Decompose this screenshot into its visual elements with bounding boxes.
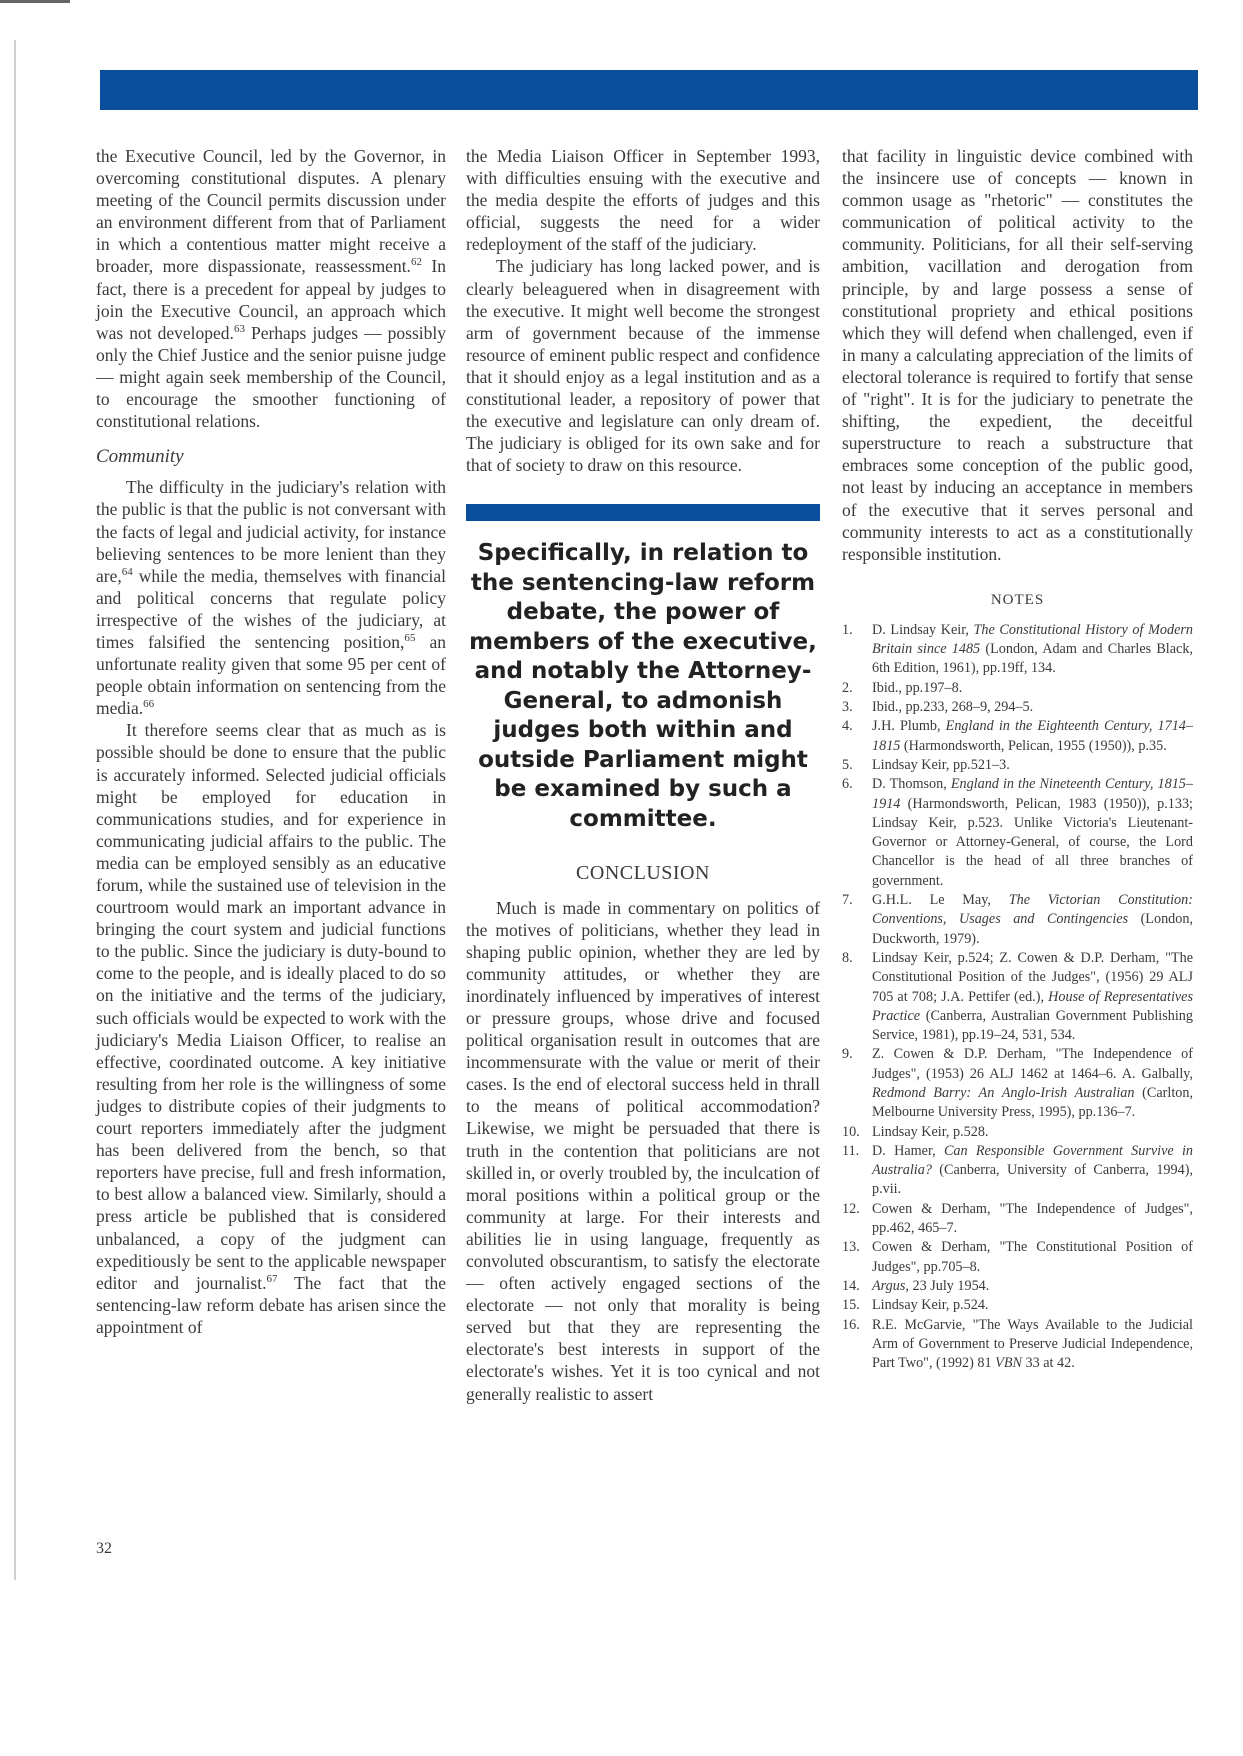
note-item: 5. Lindsay Keir, pp.521–3. (842, 756, 1010, 773)
header-banner (100, 70, 1198, 110)
footnote-ref[interactable]: 67 (266, 1272, 278, 1285)
note-item: 6. D. Thomson, England in the Nineteenth Century, 1815–1914 (Harmondsworth, Pelican, 1983 (1950)), p.133; Lindsay Keir, p.523. Unlike Victoria's Lieutenant-Governor or Attorney-General, of course, the Lord Chancellor is the head of all three branches of government. (842, 776, 1193, 889)
note-item: 13. Cowen & Derham, "The Constitutional Position of Judges", pp.705–8. (842, 1239, 1193, 1275)
notes-heading: NOTES (990, 591, 1045, 608)
scan-artifact (0, 0, 70, 3)
note-item: 1. D. Lindsay Keir, The Constitutional History of Modern Britain since 1485 (London, Adam and Charles Black, 6th Edition, 1961), pp.19ff, 134. (842, 621, 1193, 677)
footnote-ref[interactable]: 65 (404, 632, 416, 645)
footnote-ref[interactable]: 66 (143, 698, 155, 711)
paragraph: that facility in linguistic device combined with the insincere use of concepts — known in common usage as "rhetoric" — constitutes the communication of political activity to the community. Politicians, for all their self-serving ambition, vacillation and derogation from principle, by and large possess a sense of constitutional propriety and ethical positions which they will defend when challenged, even if in many a calculating appreciation of the limits of electoral tolerance is required to fortify that sense of "right". It is for the judiciary to penetrate the shifting, the expedient, the deceitful superstructure to reach a substructure that embraces some conception of the public good, not least by inducing an acceptance in members of the executive that it serves personal and community interests to act as a constitutionally responsible institution. (842, 146, 1193, 564)
note-item: 4. J.H. Plumb, England in the Eighteenth Century, 1714–1815 (Harmondsworth, Pelican, 1955 (1950)), p.35. (842, 718, 1193, 754)
note-item: 12. Cowen & Derham, "The Independence of Judges", pp.462, 465–7. (842, 1200, 1193, 1237)
footnote-ref[interactable]: 62 (410, 256, 422, 269)
page-number: 32 (96, 1540, 112, 1557)
paragraph: The difficulty in the judiciary's relation with the public is that the public is not conversant with the facts of legal and judicial activity, for instance believing sentences to be more lenient than they are,$^{64}$ while the media, themselves with financial and political concerns that regulate policy irrespective of the wishes of the judiciary, at times falsified the sentencing position,$^{65}$ an unfortunate reality given that some 95 per cent of people obtain information on sentencing from the media.$^{66}$ (96, 477, 446, 719)
column-3 (842, 145, 1193, 1373)
footnote-ref[interactable]: 64 (121, 565, 133, 578)
note-item: 14. Argus, 23 July 1954. (842, 1277, 990, 1294)
note-item: 8. Lindsay Keir, p.524; Z. Cowen & D.P. Derham, "The Constitutional Position of the Judges", (1956) 29 ALJ 705 at 708; J.A. Pettifer (ed.), House of Representatives Practice (Canberra, Australian Government Publishing Service, 1981), pp.19–24, 531, 534. (842, 949, 1193, 1044)
note-item: 9. Z. Cowen & D.P. Derham, "The Independence of Judges", (1953) 26 ALJ 1462 at 1464–6. A. Galbally, Redmond Barry: An Anglo-Irish Australian (Carlton, Melbourne University Press, 1995), pp.136–7. (842, 1046, 1193, 1121)
section-subheading: Community (96, 446, 184, 468)
note-item: 2. Ibid., pp.197–8. (842, 679, 963, 696)
paragraph: The judiciary has long lacked power, and is clearly beleaguered when in disagreement with the executive. It might well become the strongest arm of government because of the immense resource of eminent public respect and confidence that it should enjoy as a legal institution and as a constitutional leader, a repository of power that the executive and legislature can only dream of. The judiciary is obliged for its own sake and for that of society to draw on this resource. (466, 256, 820, 476)
footnote-ref[interactable]: 63 (233, 322, 245, 335)
pullquote-rule (466, 504, 820, 521)
paragraph: It therefore seems clear that as much as is possible should be done to ensure that the public is accurately informed. Selected judicial officials might be employed for education in communications studies, and for experience in communicating judicial affairs to the public. The media can be employed sensibly as an educative forum, while the sustained use of television in the courtroom would mark an important advance in bringing the court system and judicial functions to the public. Since the judiciary is duty-bound to come to the people, and is ideally placed to do so on the initiative and the terms of the judiciary, such officials would be expected to work with the judiciary's Media Liaison Officer, to realise an effective, coordinated outcome. A key initiative resulting from her role is the willingness of some judges to distribute copies of their judgments to court reporters immediately after the judgment has been delivered from the bench, so that reporters have precise, full and fresh information, to best allow a balanced view. Similarly, should a press article be published that is considered unbalanced, a copy of the judgment can expeditiously be sent to the applicable newspaper editor and journalist.$^{67}$ The fact that the sentencing-law reform debate has arisen since the appointment of (96, 720, 446, 1337)
scan-edge-line (14, 40, 16, 1580)
column-1 (96, 145, 446, 1338)
conclusion-heading: CONCLUSION (576, 862, 710, 885)
paragraph: the Executive Council, led by the Governor, in overcoming constitutional disputes. A plenary meeting of the Council permits discussion under an environment different from that of Parliament in which a contentious matter might receive a broader, more dispassionate, reassessment.$^{62}$ In fact, there is a precedent for appeal by judges to join the Executive Council, an approach which was not developed.$^{63}$ Perhaps judges — possibly only the Chief Justice and the senior puisne judge — might again seek membership of the Council, to encourage the smoother functioning of constitutional relations. (96, 146, 446, 432)
note-item: 7. G.H.L. Le May, The Victorian Constitution: Conventions, Usages and Contingencies (London, Duckworth, 1979). (842, 892, 1193, 947)
note-item: 3. Ibid., pp.233, 268–9, 294–5. (842, 699, 1034, 716)
note-item: 16. R.E. McGarvie, "The Ways Available to the Judicial Arm of Government to Preserve Judicial Independence, Part Two", (1992) 81 VBN 33 at 42. (842, 1316, 1193, 1372)
note-item: 11. D. Hamer, Can Responsible Government Survive in Australia? (Canberra, University of Canberra, 1994), p.vii. (842, 1142, 1194, 1198)
note-item: 15. Lindsay Keir, p.524. (842, 1297, 989, 1314)
pullquote: Specifically, in relation to the sentencing-law reform debate, the power of members of the executive, and notably the Attorney-General, to admonish judges both within and outside Parliament might be examined by such a committee. (469, 540, 817, 832)
paragraph: Much is made in commentary on politics of the motives of politicians, whether they lead in shaping public opinion, whether they are led by community attitudes, or whether they are inordinately influenced by imperatives of interest or pressure groups, whose drive and focused political organisation result in outcomes that are incommensurate with the value or merit of their cases. Is the end of electoral success held in thrall to the means of political accommodation? Likewise, we might be persuaded that there is truth in the contention that politicians are not skilled in, or overly troubled by, the inculcation of moral positions within a political group or the community at large. For their interests and abilities lie in using language, frequently as convoluted obscurantism, to satisfy the electorate — often actively engaged sections of the electorate — not only that morality is being served but that they are representing the electorate's best interests in support of the electorate's wishes. Yet it is too cynical and not generally realistic to assert (466, 897, 820, 1404)
note-item: 10. Lindsay Keir, p.528. (842, 1123, 989, 1140)
paragraph: the Media Liaison Officer in September 1993, with difficulties ensuing with the executive and the media despite the efforts of judges and this official, suggests the need for a wider redeployment of the staff of the judiciary. (466, 146, 820, 255)
column-2 (466, 145, 820, 1405)
notes-list (842, 621, 1193, 1374)
